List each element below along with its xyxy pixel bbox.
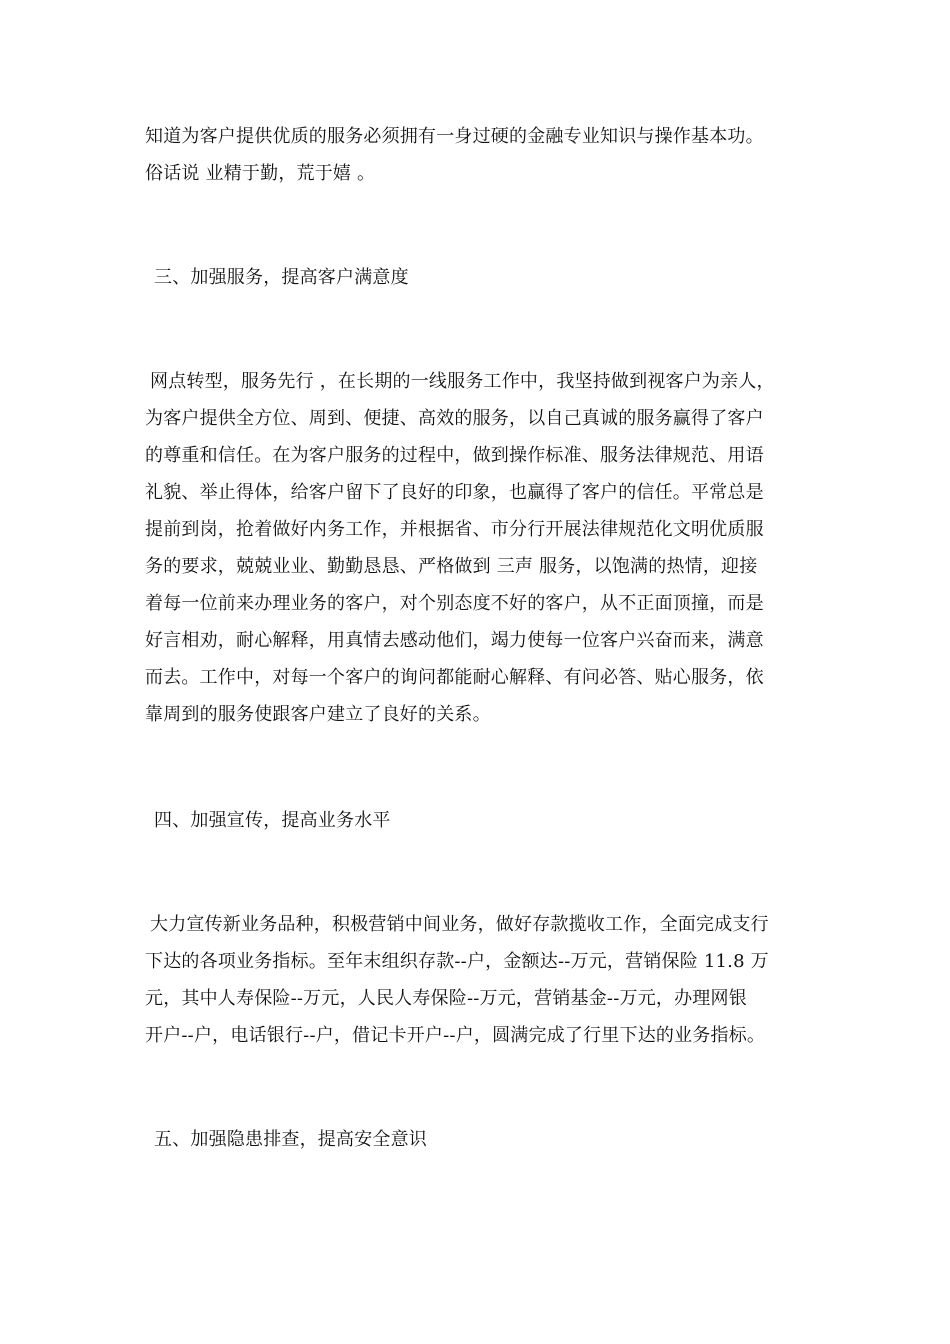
paragraph-line: 元，其中人寿保险--万元，人民人寿保险--万元，营销基金--万元，办理网银 bbox=[145, 988, 747, 1009]
paragraph-line: 网点转型，服务先行 ，在长期的一线服务工作中，我坚持做到视客户为亲人， bbox=[150, 371, 775, 392]
paragraph-line: 好言相劝，耐心解释，用真情去感动他们，竭力使每一位客户兴奋而来，满意 bbox=[145, 630, 764, 651]
paragraph-line: 靠周到的服务使跟客户建立了良好的关系。 bbox=[145, 704, 491, 725]
paragraph-line: 大力宣传新业务品种，积极营销中间业务，做好存款揽收工作，全面完成支行 bbox=[150, 914, 769, 935]
paragraph-line: 务的要求，兢兢业业、勤勤恳恳、严格做到 三声 服务，以饱满的热情，迎接 bbox=[145, 556, 758, 577]
paragraph-line: 为客户提供全方位、周到、便捷、高效的服务，以自己真诚的服务赢得了客户 bbox=[145, 408, 764, 429]
section-4-heading bbox=[145, 802, 824, 839]
paragraph-line: 下达的各项业务指标。至年末组织存款--户，金额达--万元，营销保险 11.8 万 bbox=[145, 951, 769, 972]
paragraph-line: 俗话说 业精于勤，荒于嬉 。 bbox=[145, 163, 376, 184]
paragraph-line: 提前到岗，抢着做好内务工作，并根据省、市分行开展法律规范化文明优质服 bbox=[145, 519, 764, 540]
section-3-paragraph bbox=[145, 363, 815, 733]
paragraph-line: 着每一位前来办理业务的客户，对个别态度不好的客户，从不正面顶撞，而是 bbox=[145, 593, 764, 614]
paragraph-line: 知道为客户提供优质的服务必须拥有一身过硬的金融专业知识与操作基本功。 bbox=[145, 126, 764, 147]
intro-paragraph bbox=[145, 118, 815, 192]
paragraph-line: 开户--户，电话银行--户，借记卡开户--户，圆满完成了行里下达的业务指标。 bbox=[145, 1025, 766, 1046]
paragraph-line: 礼貌、举止得体，给客户留下了良好的印象，也赢得了客户的信任。平常总是 bbox=[145, 482, 764, 503]
section-heading-text: 五、加强隐患排查，提高安全意识 bbox=[154, 1129, 427, 1150]
paragraph-line: 的尊重和信任。在为客户服务的过程中，做到操作标准、服务法律规范、用语 bbox=[145, 445, 764, 466]
section-4-paragraph bbox=[145, 906, 815, 1054]
section-heading-text: 三、加强服务，提高客户满意度 bbox=[154, 267, 409, 288]
section-3-heading bbox=[145, 259, 824, 296]
section-5-heading bbox=[145, 1121, 824, 1158]
section-heading-text: 四、加强宣传，提高业务水平 bbox=[154, 810, 391, 831]
paragraph-line: 而去。工作中，对每一个客户的询问都能耐心解释、有问必答、贴心服务，依 bbox=[145, 667, 764, 688]
